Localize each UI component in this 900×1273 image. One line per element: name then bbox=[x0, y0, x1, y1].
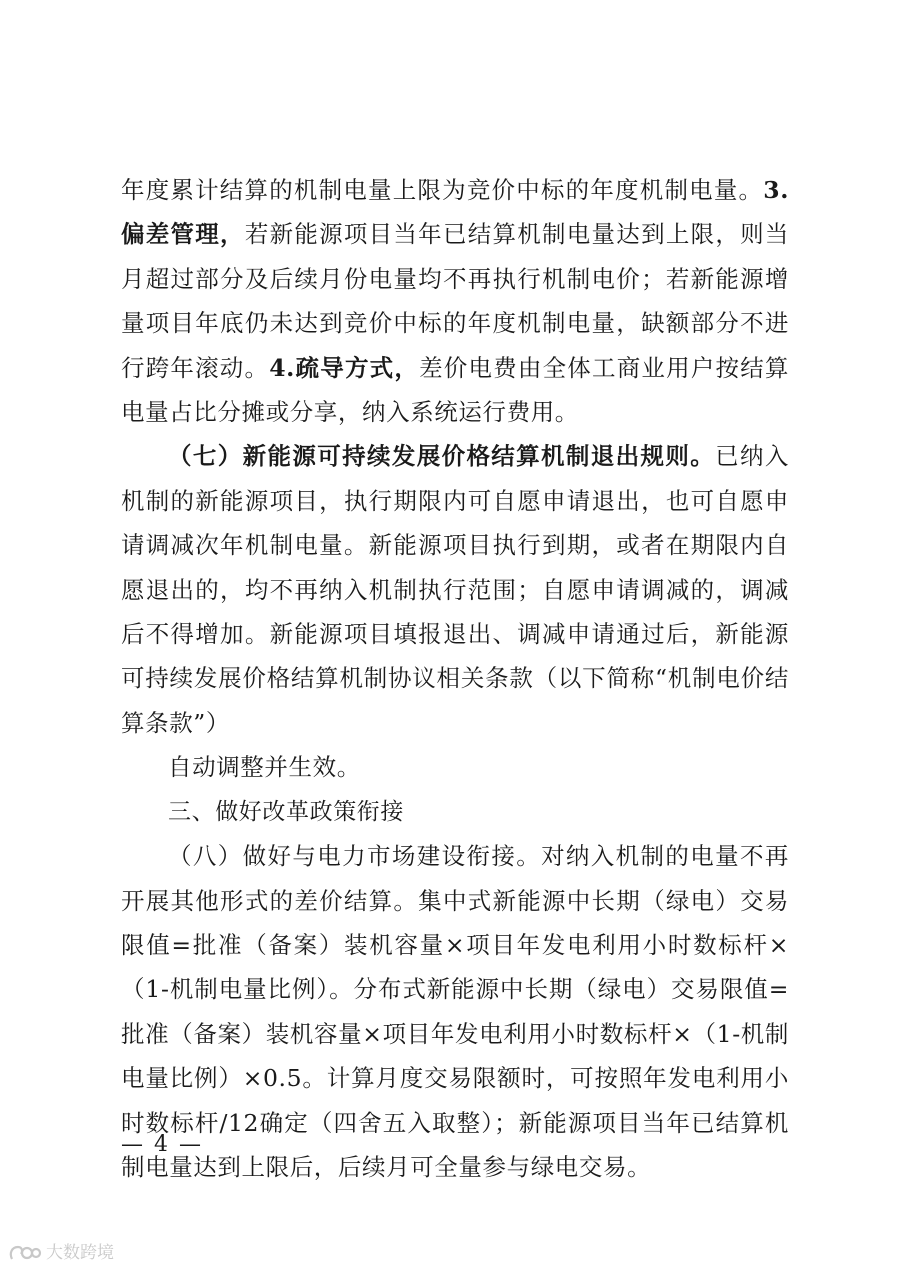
bold-channeling-method: 4.疏导方式， bbox=[269, 353, 420, 382]
text-market-connection: 对纳入机制的电量不再开展其他形式的差价结算。集中式新能源中长期（绿电）交易限值=批准（备案）装机容量×项目年发电利用小时数标杆×（1-机制电量比例）。分布式新能源中长期（绿电）交易限值=批准（备案）装机容量×项目年发电利用小时数标杆×（1-机制电量比例）×0.5。计算月度交易限额时，可按照年发电利用小时数标杆/12确定（四舍五入取整）；新能源项目当年已结算机制电量达到上限后，后续月可全量参与绿电交易。 bbox=[121, 842, 789, 1181]
paragraph-market-connection bbox=[121, 834, 789, 1189]
heading-market-connection: （八）做好与电力市场建设衔接。 bbox=[168, 842, 542, 871]
watermark-text: 大数跨境 bbox=[46, 1243, 114, 1263]
bold-deviation-management: 3.偏差管理， bbox=[121, 176, 789, 249]
paragraph-settlement-cap bbox=[121, 168, 789, 434]
document-page bbox=[121, 168, 789, 1189]
paragraph-exit-rules bbox=[121, 434, 789, 789]
text-cap: 年度累计结算的机制电量上限为竞价中标的年度机制电量。 bbox=[121, 176, 764, 204]
section-heading-3: 三、做好改革政策衔接 bbox=[168, 798, 404, 825]
text-channeling: 差价电费由全体工商业用户按结算电量占比分摊或分享，纳入系统运行费用。 bbox=[121, 353, 790, 427]
heading-exit-rules: （七）新能源可持续发展价格结算机制退出规则。 bbox=[168, 442, 716, 471]
page-number: — 4 — bbox=[121, 1132, 203, 1157]
text-exit-rules: 已纳入机制的新能源项目，执行期限内可自愿申请退出，也可自愿申请调减次年机制电量。新能源项目执行到期，或者在期限内自愿退出的，均不再纳入机制执行范围；自愿申请调减的，调减后不得增加。新能源项目填报退出、调减申请通过后，新能源可持续发展价格结算机制协议相关条款（以下简称“机制电价结算条款”） bbox=[121, 442, 789, 737]
text-deviation: 若新能源项目当年已结算机制电量达到上限，则当月超过部分及后续月份电量均不再执行机制电价；若新能源增量项目年底仍未达到竞价中标的年度机制电量，缺额部分不进行跨年滚动。 bbox=[121, 220, 789, 382]
text-exit-rules-tail: 自动调整并生效。 bbox=[168, 753, 361, 782]
watermark bbox=[8, 1242, 114, 1264]
watermark-logo-icon bbox=[8, 1243, 42, 1263]
